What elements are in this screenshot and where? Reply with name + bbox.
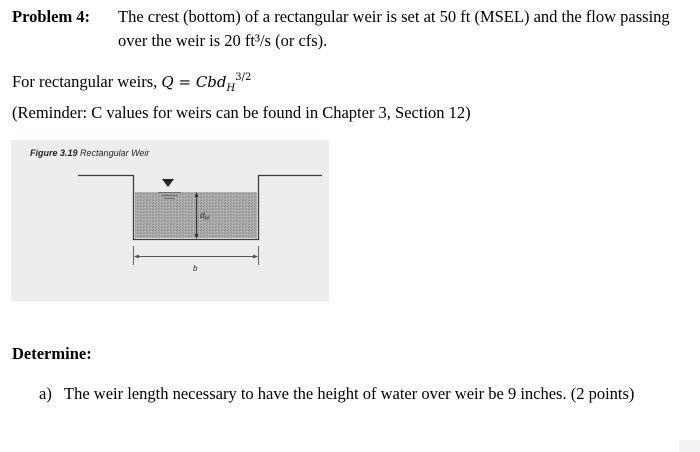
figure-title: Rectangular Weir <box>80 148 150 158</box>
width-label: b <box>193 264 198 273</box>
formula-subscript: H <box>226 83 236 94</box>
problem-label: Problem 4: <box>12 7 91 26</box>
formula-prefix: For rectangular weirs, <box>12 72 158 91</box>
formula-lhs: Q <box>161 73 174 91</box>
formula-rhs: Cbd <box>195 73 227 91</box>
formula-exponent: 3/2 <box>235 72 252 83</box>
width-dimension <box>134 246 259 265</box>
problem-text-line1: The crest (bottom) of a rectangular weir is set at 50 ft (MSEL) and the flow passing <box>118 7 670 26</box>
formula-equation <box>161 72 252 94</box>
problem-text-line2: over the weir is 20 ft³/s (or cfs). <box>118 31 328 50</box>
item-a-text: The weir length necessary to have the height of water over weir be 9 inches. (2 points) <box>64 384 635 403</box>
formula-line <box>12 68 251 99</box>
corner-artifact <box>679 440 700 452</box>
height-label: $d_H$ <box>200 211 209 222</box>
water-surface-triangle-icon <box>162 179 174 187</box>
figure-rectangular-weir <box>11 140 329 301</box>
item-a-marker: a) <box>39 384 52 403</box>
weir-diagram <box>11 140 329 301</box>
determine-heading: Determine: <box>12 344 92 363</box>
reminder-text: (Reminder: C values for weirs can be found in Chapter 3, Section 12) <box>12 103 471 122</box>
figure-number: Figure 3.19 <box>30 148 78 158</box>
formula-eq: = <box>178 73 192 91</box>
